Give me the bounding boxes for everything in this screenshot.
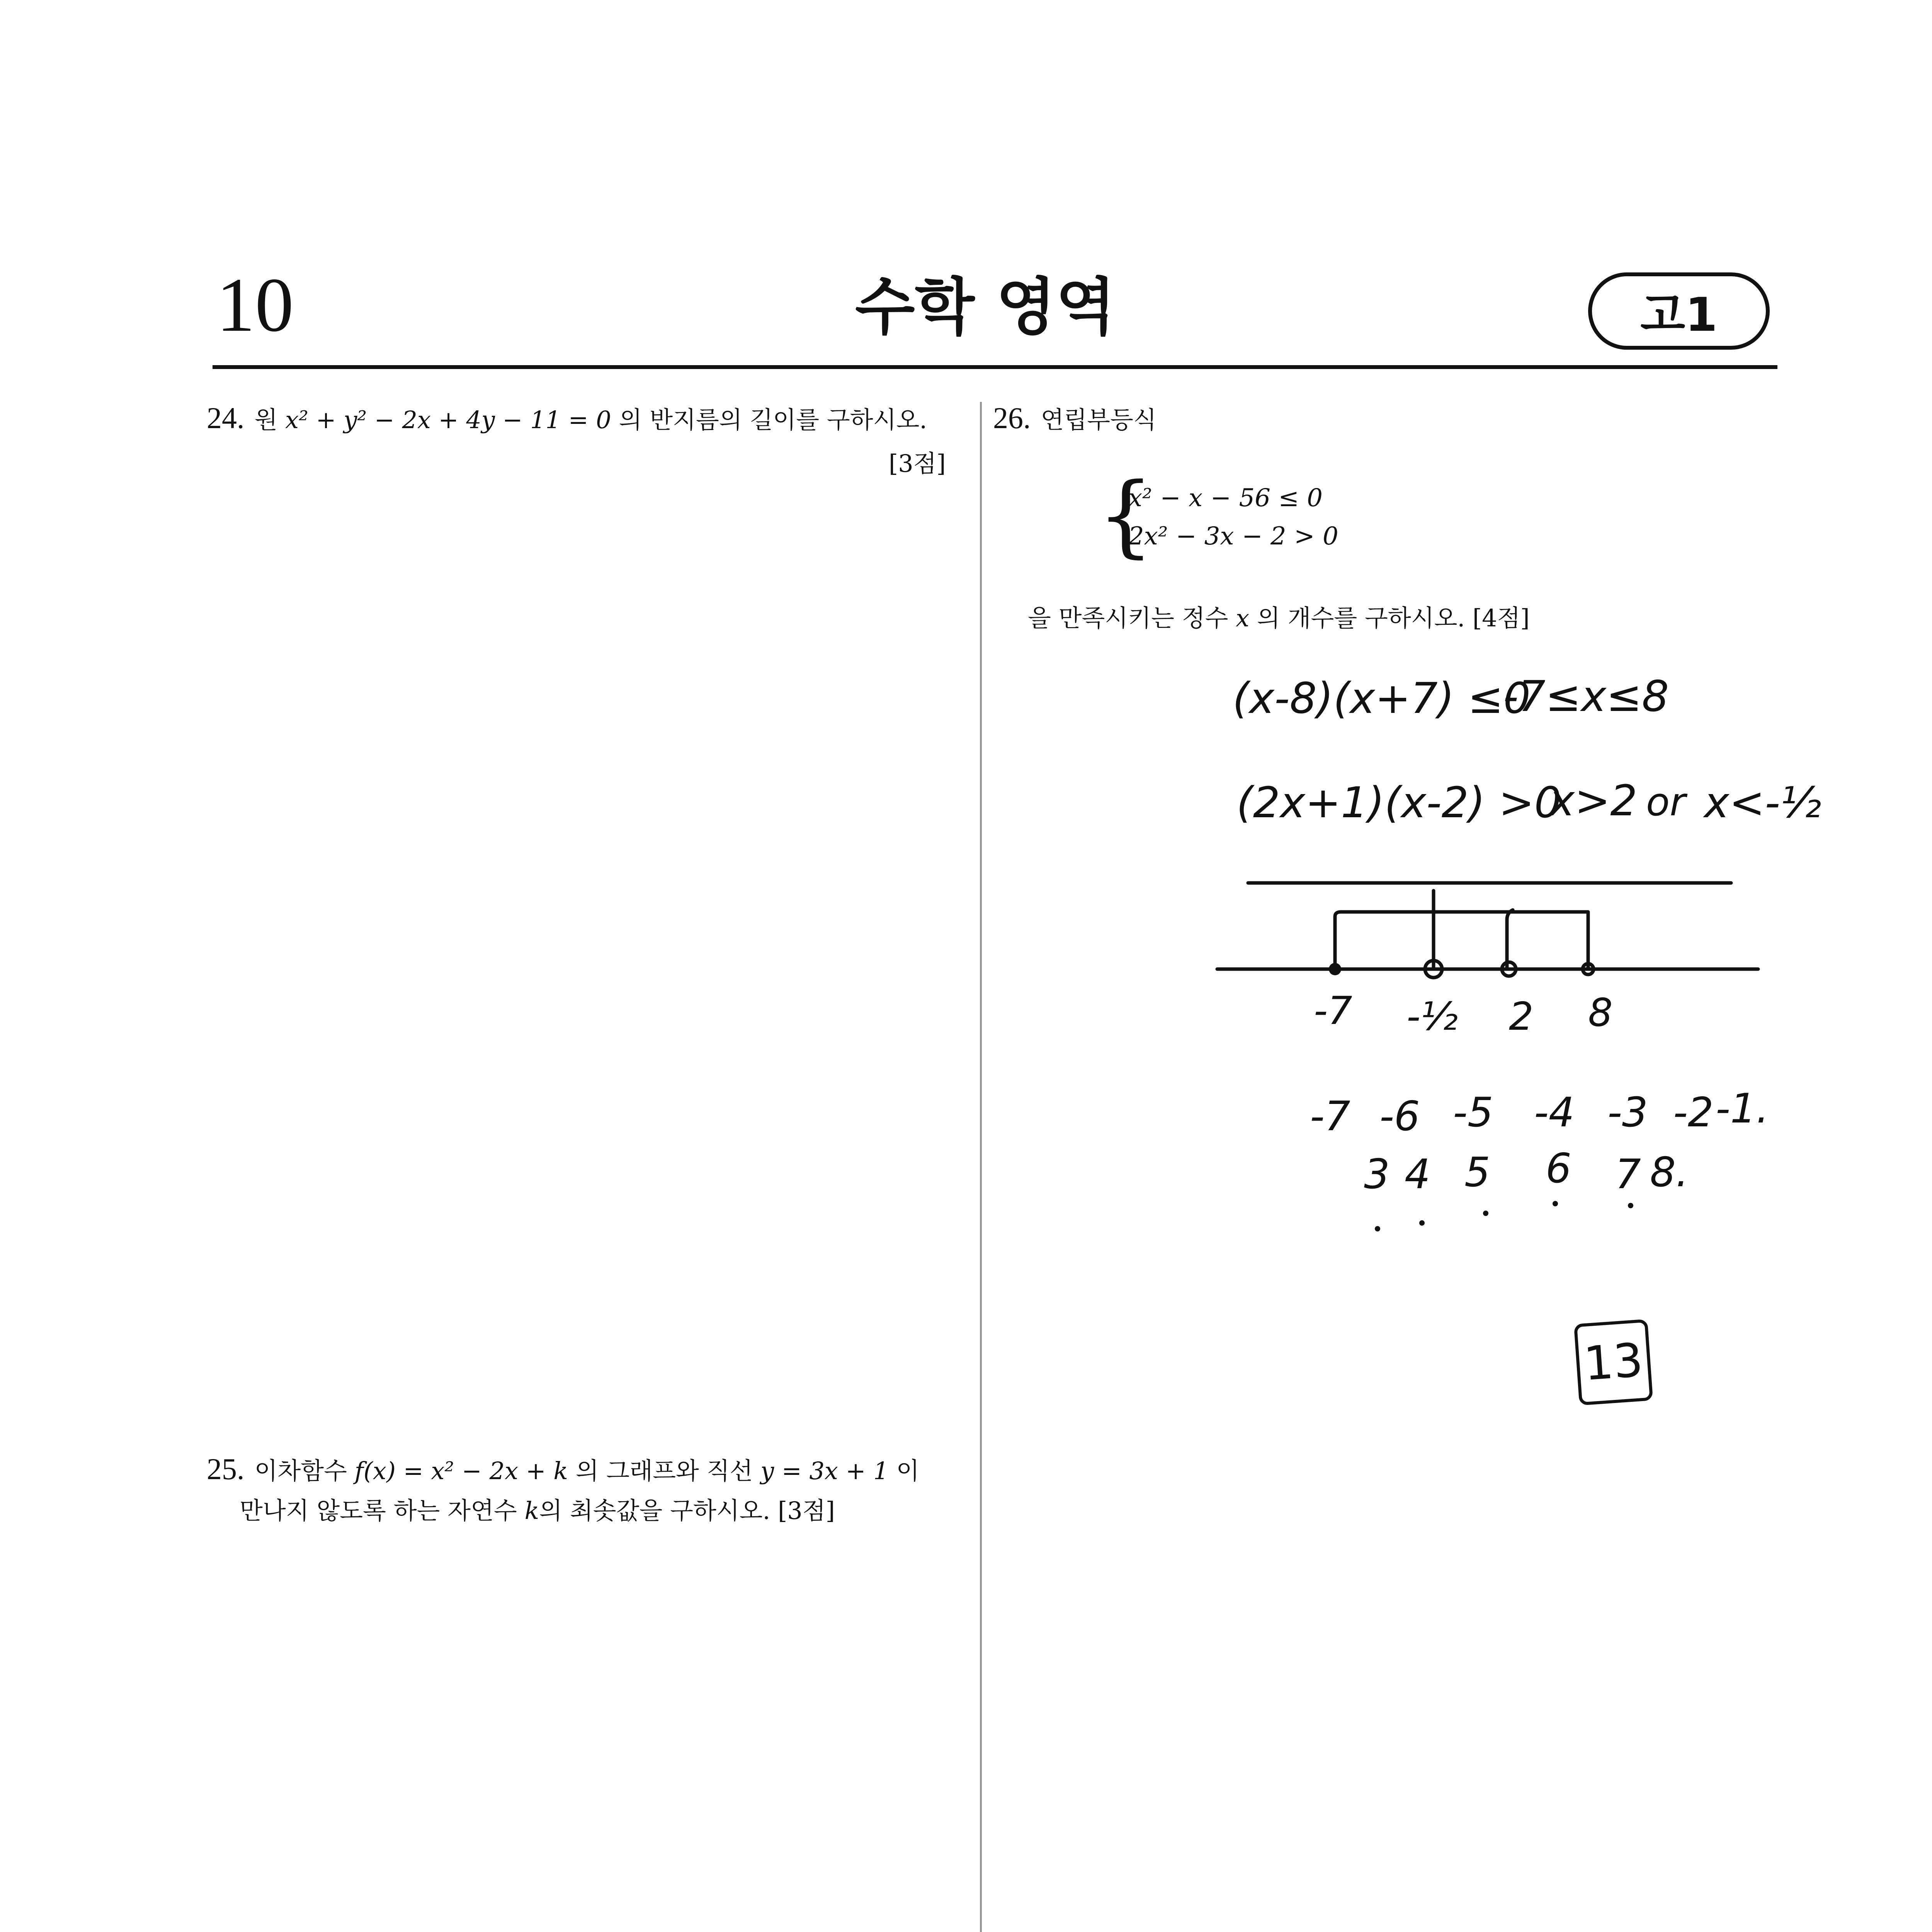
question-25-k: k: [524, 1497, 539, 1525]
bracket-range-1: [1335, 912, 1588, 969]
hw-factor-1: (x-8)(x+7) ≤0: [1233, 673, 1531, 723]
pos-item: 8.: [1650, 1149, 1689, 1196]
neg-item: -3: [1607, 1089, 1648, 1136]
bracket-range-2: [1507, 910, 1513, 969]
neg-item: -7: [1310, 1093, 1350, 1140]
question-26-title: 연립부등식: [1041, 406, 1156, 434]
pos-item: 5: [1464, 1149, 1490, 1196]
label-2: 2: [1509, 994, 1534, 1039]
system-brace: {: [1097, 464, 1154, 567]
question-25-line2-a: 만나지 않도록 하는 자연수: [240, 1497, 517, 1525]
neg-item: -6: [1379, 1093, 1420, 1140]
label-8: 8: [1588, 990, 1613, 1035]
subject-title: 수학 영역: [855, 271, 1116, 343]
integer-list-positive: [1364, 1145, 1689, 1198]
pos-item: 3: [1364, 1151, 1390, 1198]
inequality-2: 2x² − 3x − 2 > 0: [1128, 522, 1338, 551]
pos-item: 7: [1615, 1151, 1641, 1198]
hw-or: or: [1646, 779, 1686, 825]
tally-dots: [1375, 1201, 1633, 1231]
question-26-number: 26.: [993, 401, 1031, 435]
neg-item: -4: [1534, 1089, 1575, 1136]
question-24-text-post: 의 반지름의 길이를 구하시오.: [619, 406, 927, 434]
integer-list-negative: [1310, 1085, 1769, 1140]
question-25-number: 25.: [207, 1452, 245, 1486]
neg-item: -2: [1673, 1089, 1714, 1136]
grade-label: 고1: [1640, 288, 1718, 342]
page-number: 10: [216, 262, 294, 348]
pos-item: 4: [1405, 1151, 1430, 1198]
label-neg-half: -½: [1406, 994, 1458, 1039]
neg-item: -5: [1453, 1089, 1493, 1136]
question-24-number: 24.: [207, 401, 245, 435]
hw-range-2a: x>2: [1549, 776, 1638, 825]
question-25-line1-b: 의 그래프와 직선: [575, 1457, 753, 1485]
inequality-1: x² − x − 56 ≤ 0: [1128, 484, 1323, 512]
question-26-prompt-b: 의 개수를 구하시오. [4점]: [1257, 604, 1530, 632]
question-24-equation: x² + y² − 2x + 4y − 11 = 0: [285, 406, 611, 434]
question-25-line1-a: 이차함수: [254, 1457, 347, 1485]
hw-factor-2: (2x+1)(x-2) >0: [1236, 778, 1561, 827]
question-24-points: [3점]: [889, 449, 946, 478]
label-neg7: -7: [1314, 988, 1352, 1033]
number-line-labels: [1314, 988, 1613, 1039]
hw-range-2b: x<-½: [1704, 778, 1821, 827]
question-24-text-pre: 원: [254, 406, 278, 434]
answer-box: [1574, 1319, 1653, 1406]
question-25-line1-c: 이: [896, 1457, 920, 1485]
question-25-line2-b: 의 최솟값을 구하시오. [3점]: [539, 1497, 835, 1525]
neg-item: -1.: [1716, 1085, 1769, 1132]
question-26-prompt-a: 을 만족시키는 정수: [1028, 604, 1228, 632]
hw-range-1: -7≤x≤8: [1503, 672, 1669, 721]
closed-point-neg7: [1329, 963, 1341, 975]
question-26-x: x: [1236, 604, 1250, 632]
number-line-sketch: [1217, 883, 1758, 978]
answer-value: 13: [1582, 1333, 1645, 1391]
question-25-line-equation: y = 3x + 1: [760, 1457, 889, 1485]
pos-item: 6: [1546, 1145, 1571, 1192]
question-25-function: f(x) = x² − 2x + k: [354, 1457, 568, 1485]
